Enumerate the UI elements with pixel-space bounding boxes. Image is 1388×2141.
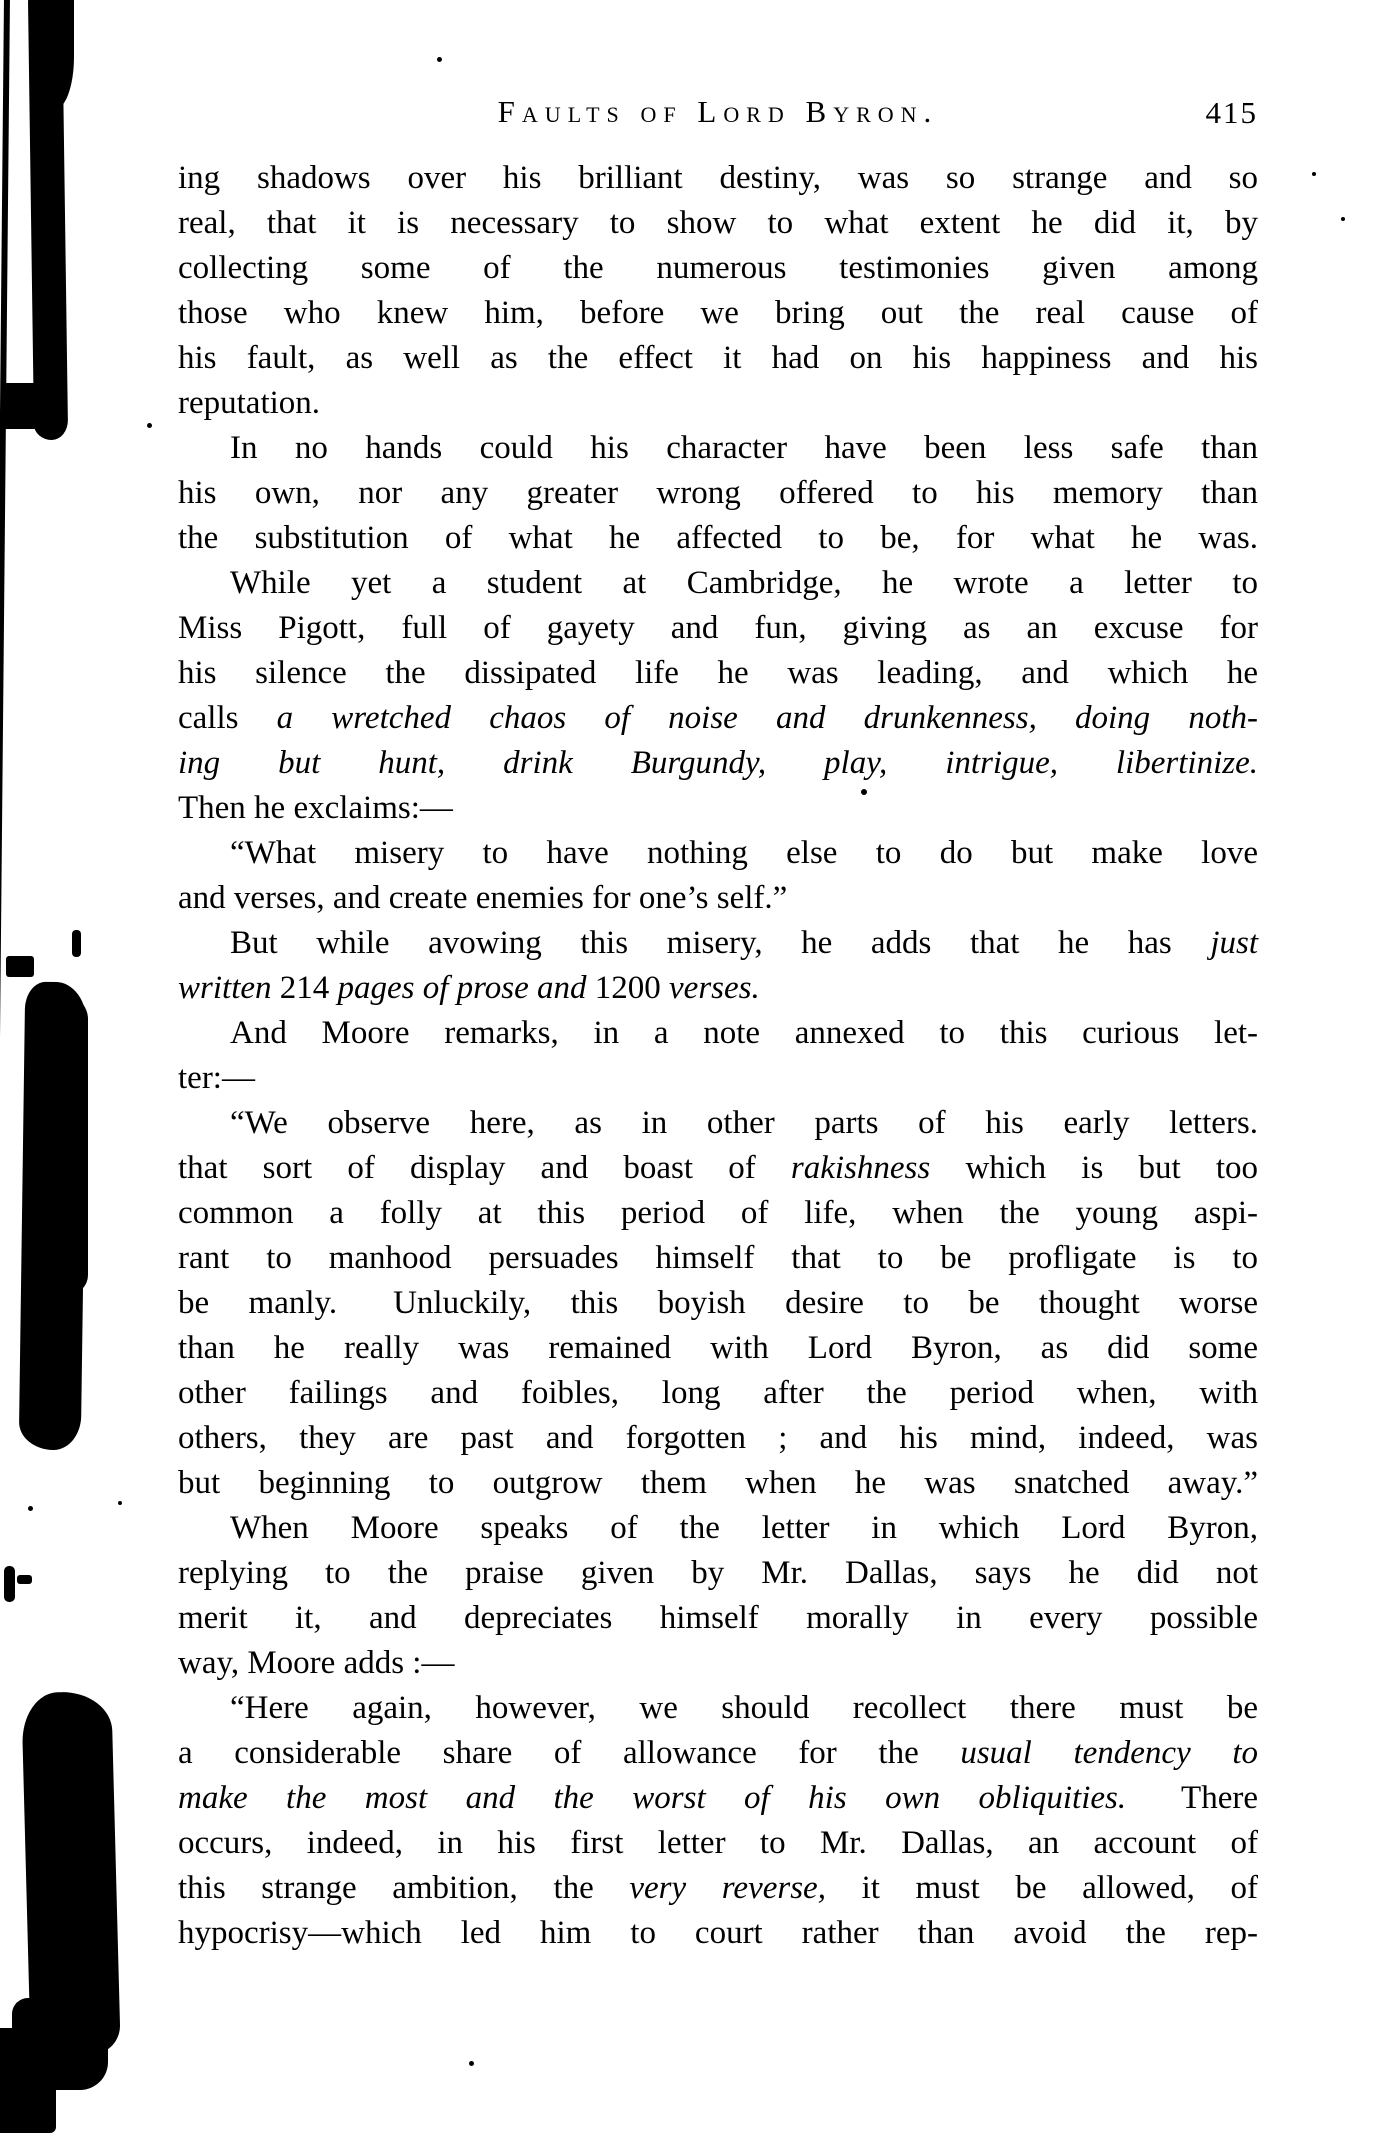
scan-blob-bottom-column [0,2028,56,2133]
text-line [178,1821,1258,1866]
text-line [178,561,1258,606]
text-line [178,1236,1258,1281]
body-text: Miss Pigott, full of gayety and fun, giving as an excuse for [178,610,1258,646]
text-line [178,786,1258,831]
paragraph [178,156,1258,426]
text-line [178,1191,1258,1236]
body-text: And Moore remarks, in a note annexed to this curious let- [230,1015,1258,1051]
text-line [178,696,1258,741]
body-text: his silence the dissipated life he was leading, and which he [178,655,1258,691]
body-text: When Moore speaks of the letter in which Lord Byron, [230,1510,1258,1546]
body-text: rant to manhood persuades himself that to be profligate is to [178,1240,1258,1276]
body-text: reputation. [178,385,321,421]
body-text: this strange ambition, the [178,1870,630,1906]
body-text: his own, nor any greater wrong offered to his memory than [178,475,1258,511]
body-text: But while avowing this misery, he adds that he has [230,925,1211,961]
body-text: “We observe here, as in other parts of his early letters. [230,1105,1258,1141]
body-text: which is but too [930,1150,1258,1186]
text-line [178,1506,1258,1551]
body-text: that sort of display and boast of [178,1150,791,1186]
text-line [178,1011,1258,1056]
text-line [178,921,1258,966]
body-text: be manly. Unluckily, this boyish desire to be thought worse [178,1285,1258,1321]
body-text: his fault, as well as the effect it had on his happiness and his [178,340,1258,376]
text-line [178,1776,1258,1821]
text-line [178,1371,1258,1416]
text-line [178,1686,1258,1731]
body-text: Then he exclaims:— [178,790,453,826]
scan-speck [1341,217,1345,221]
text-line [178,741,1258,786]
italic-text: a wretched chaos of noise and drunkenness, doing noth- [276,700,1258,736]
italic-text: make the most and the worst of his own obliquities. [178,1780,1127,1816]
italic-text: verses. [669,970,760,1006]
scan-speck [118,1501,122,1505]
body-text: those who knew him, before we bring out the real cause of [178,295,1258,331]
text-line [178,1326,1258,1371]
italic-text: written [178,970,280,1006]
body-text: occurs, indeed, in his first letter to Mr. Dallas, an account of [178,1825,1258,1861]
text-line [178,651,1258,696]
text-line [178,876,1258,921]
page-number: 415 [1205,95,1258,130]
text-line [178,291,1258,336]
body-text: real, that it is necessary to show to what extent he did it, by [178,205,1258,241]
text-line [178,1146,1258,1191]
text-line [178,426,1258,471]
text-line [178,336,1258,381]
paragraph [178,1011,1258,1101]
scan-blob-middle-core [42,995,88,1295]
scan-mark-flag [6,956,34,977]
text-line [178,1866,1258,1911]
body-text: “What misery to have nothing else to do but make love [230,835,1258,871]
text-line [178,1641,1258,1686]
body-text: 214 [279,970,338,1006]
text-line [178,1731,1258,1776]
text-line [178,831,1258,876]
body-text: but beginning to outgrow them when he was snatched away.” [178,1465,1258,1501]
paragraph [178,426,1258,561]
text-line [178,1596,1258,1641]
body-text: replying to the praise given by Mr. Dallas, says he did not [178,1555,1258,1591]
body-text: a considerable share of allowance for the [178,1735,961,1771]
scan-blob-top-left-bump [2,383,46,429]
italic-text: usual tendency to [960,1735,1258,1771]
text-line [178,246,1258,291]
paragraph [178,831,1258,921]
scan-speck [28,1506,33,1511]
paragraph [178,1101,1258,1506]
text-line [178,471,1258,516]
body-text: 1200 [594,970,670,1006]
text-line [178,201,1258,246]
body-text: While yet a student at Cambridge, he wrote a letter to [230,565,1258,601]
scan-speck [147,423,152,428]
body-text: and verses, and create enemies for one’s self.” [178,880,788,916]
body-text: common a folly at this period of life, when the young aspi- [178,1195,1258,1231]
text-line [178,1281,1258,1326]
paragraph [178,1686,1258,1956]
body-text: than he really was remained with Lord Byron, as did some [178,1330,1258,1366]
text-line [178,381,1258,426]
body-text: ing shadows over his brilliant destiny, was so strange and so [178,160,1258,196]
body-text: way, Moore adds :— [178,1645,455,1681]
text-line [178,1461,1258,1506]
paragraph [178,561,1258,831]
text-line [178,516,1258,561]
body-text: collecting some of the numerous testimonies given among [178,250,1258,286]
text-line [178,1911,1258,1956]
text-line [178,1101,1258,1146]
text-line [178,1416,1258,1461]
scan-speck [1312,172,1316,176]
body-text: merit it, and depreciates himself morally in every possible [178,1600,1258,1636]
text-line [178,966,1258,1011]
scan-mark-tick [72,930,81,957]
scan-blob-top-left-head [30,0,74,110]
body-text: “Here again, however, we should recollect there must be [230,1690,1258,1726]
body-text: others, they are past and forgotten ; and his mind, indeed, was [178,1420,1258,1456]
scan-speck [437,57,442,62]
paragraph [178,1506,1258,1686]
scan-mark-lower-left-a [4,1566,15,1602]
text-block [178,156,1258,1956]
page-gutter-line [0,0,10,2141]
body-text: There [1126,1780,1258,1816]
paragraph [178,921,1258,1011]
body-text: other failings and foibles, long after the period when, with [178,1375,1258,1411]
text-line [178,1551,1258,1596]
italic-text: rakishness [790,1150,931,1186]
running-header-title: Faults of Lord Byron. [497,94,939,129]
body-text: it must be allowed, of [825,1870,1258,1906]
scan-speck [469,2061,474,2066]
text-line [178,156,1258,201]
running-header [178,94,1258,138]
body-text: In no hands could his character have been less safe than [230,430,1258,466]
italic-text: just [1210,925,1258,961]
body-text: calls [178,700,277,736]
italic-text: pages of prose and [337,970,595,1006]
body-text: hypocrisy—which led him to court rather than avoid the rep- [178,1915,1258,1951]
italic-text: ing but hunt, drink Burgundy, play, intrigue, libertinize. [178,745,1258,781]
text-line [178,606,1258,651]
scan-mark-lower-left-b [17,1575,32,1584]
text-line [178,1056,1258,1101]
body-text: the substitution of what he affected to be, for what he was. [178,520,1258,556]
italic-text: very reverse, [629,1870,826,1906]
body-text: ter:— [178,1060,255,1096]
